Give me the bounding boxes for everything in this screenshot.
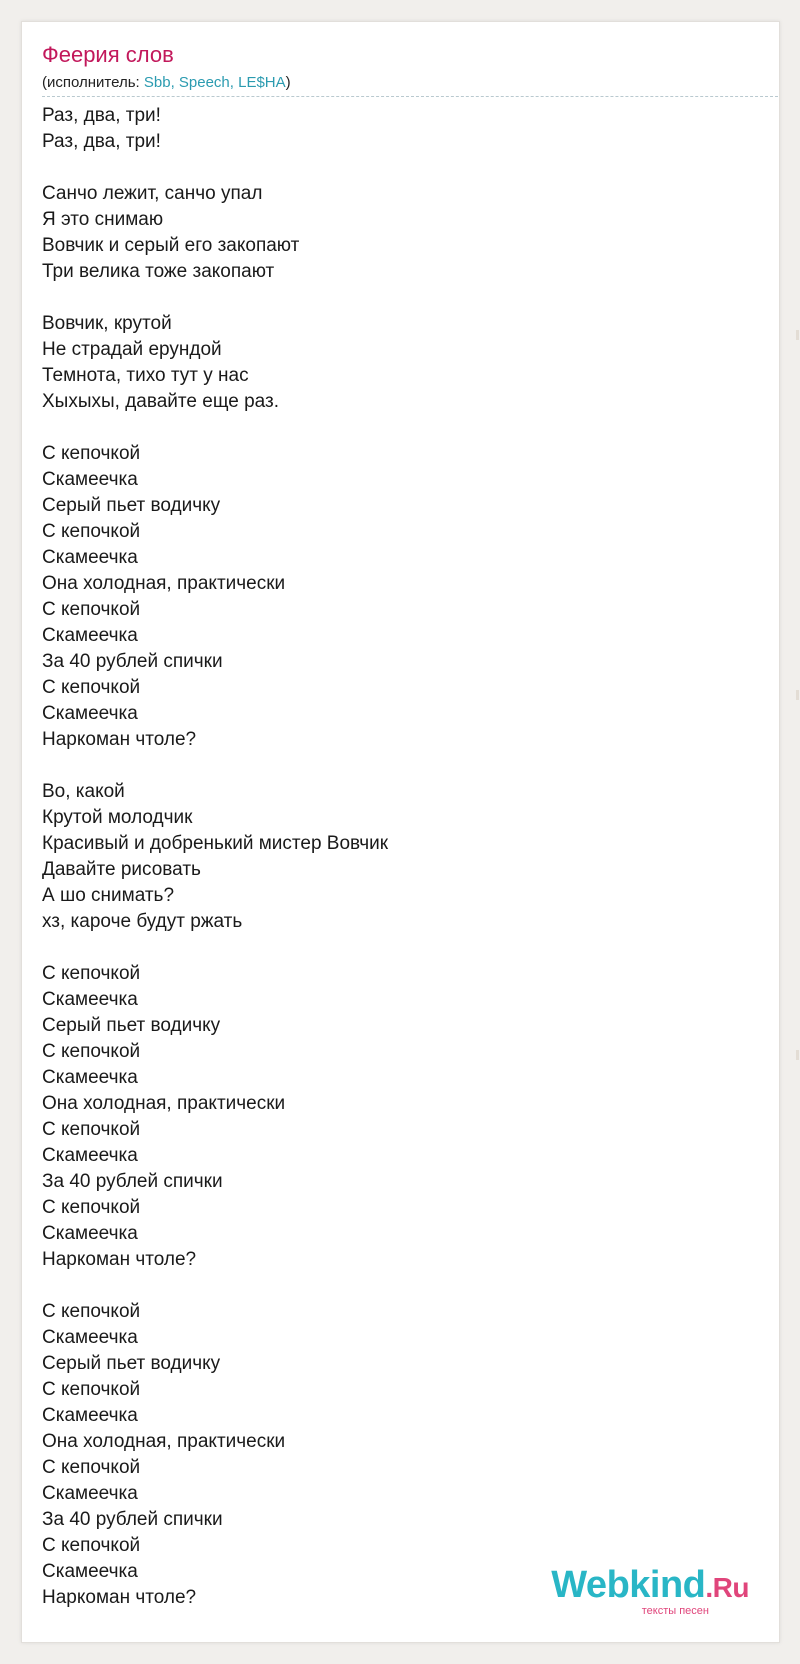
lyric-line: Скамеечка [42, 625, 138, 646]
lyric-line: С кепочкой [42, 521, 141, 542]
lyric-line: Скамеечка [42, 1405, 138, 1426]
lyric-line: Скамеечка [42, 547, 138, 568]
lyric-line: Раз, два, три! [42, 105, 161, 126]
lyric-line: С кепочкой [42, 1535, 141, 1556]
lyric-line: Вовчик и серый его закопают [42, 235, 300, 256]
lyric-line: Скамеечка [42, 1067, 138, 1088]
lyric-line: А шо снимать? [42, 885, 175, 906]
lyric-line: Я это снимаю [42, 209, 164, 230]
lyric-line: За 40 рублей спички [42, 1509, 223, 1530]
lyric-line: С кепочкой [42, 1197, 141, 1218]
logo-tld: .Ru [705, 1572, 749, 1603]
site-logo[interactable] [551, 1566, 749, 1617]
edge-decoration [796, 690, 799, 700]
stanza-break [42, 415, 388, 441]
lyric-line: Давайте рисовать [42, 859, 201, 880]
lyric-line: С кепочкой [42, 1041, 141, 1062]
lyric-line: Темнота, тихо тут у нас [42, 365, 249, 386]
lyric-line: С кепочкой [42, 963, 141, 984]
lyric-line: За 40 рублей спички [42, 1171, 223, 1192]
lyric-line: С кепочкой [42, 1379, 141, 1400]
lyric-line: Не страдай ерундой [42, 339, 222, 360]
artist-suffix: ) [285, 74, 291, 91]
lyric-line: Наркоман чтоле? [42, 729, 197, 750]
lyric-line: Она холодная, практически [42, 1093, 286, 1114]
lyric-line: Вовчик, крутой [42, 313, 172, 334]
lyric-line: Скамеечка [42, 1483, 138, 1504]
lyric-line: Наркоман чтоле? [42, 1249, 197, 1270]
lyric-line: За 40 рублей спички [42, 651, 223, 672]
edge-decoration [796, 330, 799, 340]
lyric-line: Скамеечка [42, 1327, 138, 1348]
lyric-line: Серый пьет водичку [42, 495, 221, 516]
lyric-line: Скамеечка [42, 989, 138, 1010]
lyrics-card [21, 21, 780, 1643]
stanza-break [42, 285, 388, 311]
lyric-line: Скамеечка [42, 1145, 138, 1166]
lyric-line: Серый пьет водичку [42, 1353, 221, 1374]
lyric-line: Санчо лежит, санчо упал [42, 183, 263, 204]
lyric-line: С кепочкой [42, 677, 141, 698]
lyric-line: С кепочкой [42, 1119, 141, 1140]
lyric-line: С кепочкой [42, 443, 141, 464]
lyric-line: Скамеечка [42, 1223, 138, 1244]
lyric-line: Крутой молодчик [42, 807, 193, 828]
lyric-line: Хыхыхы, давайте еще раз. [42, 391, 279, 412]
artist-prefix: (исполнитель: [42, 74, 144, 91]
lyric-line: С кепочкой [42, 1301, 141, 1322]
logo-wordmark [551, 1566, 749, 1607]
logo-name: Webkind [551, 1564, 706, 1606]
lyric-line: Красивый и добренький мистер Вовчик [42, 833, 389, 854]
artist-line [42, 74, 291, 92]
lyric-line: Она холодная, практически [42, 573, 286, 594]
lyric-line: Три велика тоже закопают [42, 261, 275, 282]
lyrics-text [42, 103, 388, 1611]
lyric-line: Серый пьет водичку [42, 1015, 221, 1036]
lyric-line: Скамеечка [42, 1561, 138, 1582]
lyric-line: хз, кароче будут ржать [42, 911, 243, 932]
lyric-line: Раз, два, три! [42, 131, 161, 152]
lyric-line: Скамеечка [42, 469, 138, 490]
edge-decoration [796, 1050, 799, 1060]
lyric-line: Наркоман чтоле? [42, 1587, 197, 1608]
dashed-divider [42, 96, 778, 97]
lyric-line: Скамеечка [42, 703, 138, 724]
stanza-break [42, 155, 388, 181]
lyric-line: С кепочкой [42, 1457, 141, 1478]
lyric-line: Она холодная, практически [42, 1431, 286, 1452]
stanza-break [42, 1273, 388, 1299]
logo-tagline: тексты песен [641, 1605, 709, 1617]
stanza-break [42, 753, 388, 779]
stanza-break [42, 935, 388, 961]
artist-link[interactable]: Sbb, Speech, LE$HA [143, 74, 286, 91]
lyric-line: С кепочкой [42, 599, 141, 620]
lyric-line: Во, какой [42, 781, 125, 802]
song-title: Феерия слов [42, 42, 174, 67]
